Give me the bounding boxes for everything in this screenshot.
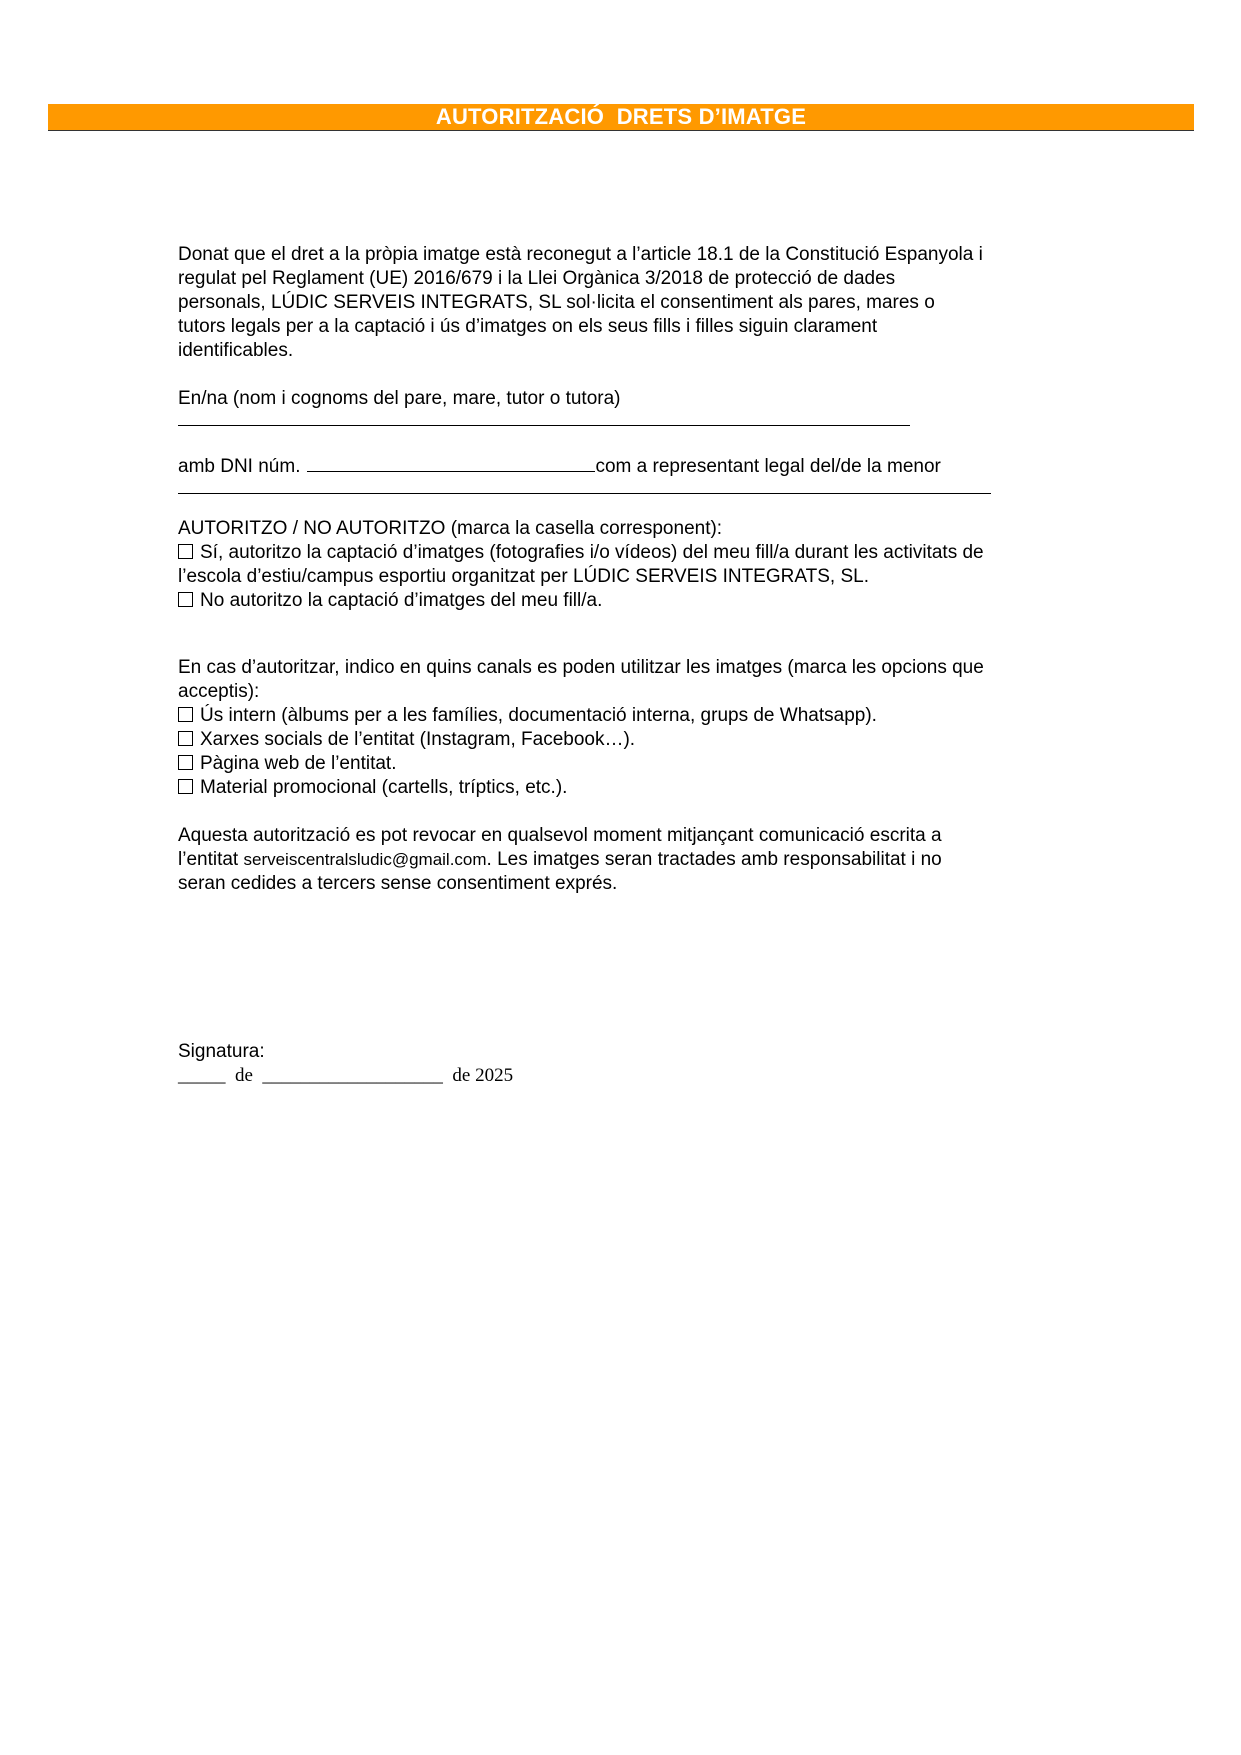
signature-label: Signatura: — [178, 1041, 265, 1062]
authorize-yes-option-continued: l’escola d’estiu/campus esportiu organitzat per LÚDIC SERVEIS INTEGRATS, SL. — [178, 566, 869, 587]
legal-representative-label: com a representant legal del/de la menor — [595, 456, 941, 477]
contact-email: serveiscentralsludic@gmail.com — [243, 850, 487, 869]
checkbox-icon[interactable] — [178, 755, 193, 770]
channels-heading-line: acceptis): — [178, 681, 260, 702]
channel-option-label: Material promocional (cartells, tríptics, etc.). — [200, 777, 568, 798]
intro-line: Donat que el dret a la pròpia imatge està reconegut a l’article 18.1 de la Constitució Espanyola i — [178, 244, 983, 265]
channel-option-social[interactable] — [178, 728, 1078, 752]
signature-block — [178, 1040, 513, 1088]
revocation-entity-text: l’entitat — [178, 849, 244, 870]
intro-line: identificables. — [178, 340, 294, 361]
authorize-no-text: No autoritzo la captació d’imatges del meu fill/a. — [200, 590, 603, 611]
revocation-paragraph — [178, 824, 1078, 896]
document-header-bar — [48, 104, 1194, 131]
authorization-heading: AUTORITZO / NO AUTORITZO (marca la casella corresponent): — [178, 518, 723, 539]
signature-date-line[interactable]: _____ de ___________________ de 2025 — [178, 1065, 514, 1086]
channels-heading — [178, 656, 1078, 704]
parent-name-label: En/na (nom i cognoms del pare, mare, tutor o tutora) — [178, 388, 621, 409]
checkbox-icon[interactable] — [178, 707, 193, 722]
intro-paragraph — [178, 243, 1078, 363]
dni-label: amb DNI núm. — [178, 456, 301, 477]
channel-option-label: Ús intern (àlbums per a les famílies, documentació interna, grups de Whatsapp). — [200, 705, 877, 726]
checkbox-icon[interactable] — [178, 544, 193, 559]
intro-line: tutors legals per a la captació i ús d’imatges on els seus fills i filles siguin clarament — [178, 316, 878, 337]
checkbox-icon[interactable] — [178, 592, 193, 607]
revocation-line — [178, 848, 1078, 872]
channel-option-internal[interactable] — [178, 704, 1078, 728]
authorize-yes-text: Sí, autoritzo la captació d’imatges (fotografies i/o vídeos) del meu fill/a durant les activitats de — [200, 542, 984, 563]
document-body — [178, 243, 1078, 896]
parent-name-field[interactable] — [178, 411, 910, 426]
minor-name-field[interactable] — [178, 479, 991, 494]
channel-option-promotional[interactable] — [178, 776, 1078, 800]
channel-option-label: Pàgina web de l’entitat. — [200, 753, 397, 774]
dni-row — [178, 455, 1078, 479]
revocation-line: seran cedides a tercers sense consentiment exprés. — [178, 873, 618, 894]
authorize-no-option[interactable] — [178, 589, 1078, 613]
dni-field[interactable] — [307, 455, 595, 472]
document-title: AUTORITZACIÓ DRETS D’IMATGE — [435, 104, 807, 129]
checkbox-icon[interactable] — [178, 731, 193, 746]
intro-line: regulat pel Reglament (UE) 2016/679 i la Llei Orgànica 3/2018 de protecció de dades — [178, 268, 896, 289]
channel-option-website[interactable] — [178, 752, 1078, 776]
checkbox-icon[interactable] — [178, 779, 193, 794]
revocation-line: Aquesta autorització es pot revocar en qualsevol moment mitjançant comunicació escrita a — [178, 825, 942, 846]
channel-option-label: Xarxes socials de l’entitat (Instagram, Facebook…). — [200, 729, 636, 750]
revocation-text: . Les imatges seran tractades amb responsabilitat i no — [486, 849, 942, 870]
authorize-yes-option[interactable] — [178, 541, 1078, 565]
intro-line: personals, LÚDIC SERVEIS INTEGRATS, SL sol·licita el consentiment als pares, mares o — [178, 292, 935, 313]
channels-heading-line: En cas d’autoritzar, indico en quins canals es poden utilitzar les imatges (marca les opcions que — [178, 657, 984, 678]
